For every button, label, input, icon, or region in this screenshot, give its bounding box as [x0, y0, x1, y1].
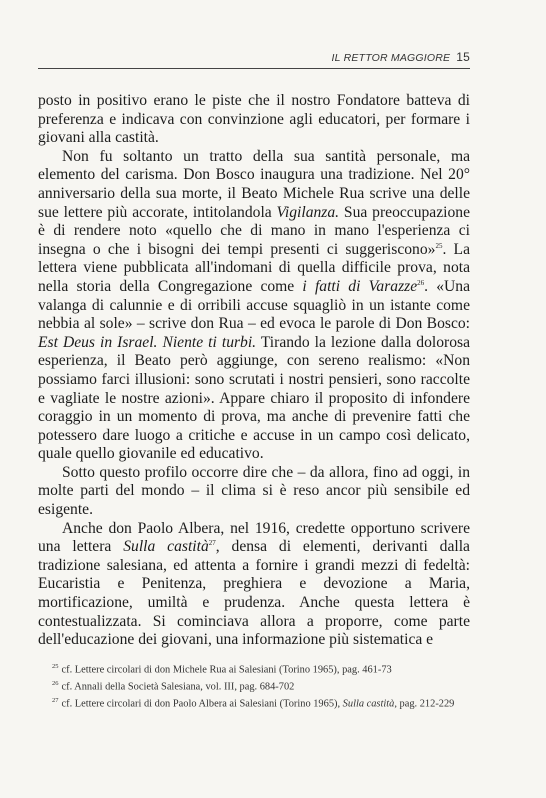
p2-text-e: Tirando la lezione dalla dolorosa esperienza, il Beato però aggiunge, con sereno realismo: «Non possiamo farci illusioni: sono scrutati i nostri pensieri, sono raccolte e vagliate le nostre azioni». Appare chiaro il proposito di infondere coraggio in un momento di prova, ma anche di prevenire fatti che potessero dare luogo a critiche e accuse in un campo così delicato, quale quello giovanile ed educativo. [38, 333, 470, 463]
footnote-ref-27: 27 [208, 539, 216, 548]
running-title: IL RETTOR MAGGIORE [331, 52, 451, 64]
paragraph-2 [38, 148, 470, 464]
footnote-text: cf. Annali della Società Salesiana, vol. III, pag. 684-702 [61, 681, 295, 693]
p4-title: Sulla castità [123, 538, 209, 556]
p2-quote: Est Deus in Israel. Niente ti turbi. [38, 333, 257, 351]
footnote-26 [38, 677, 470, 694]
footnote-text: cf. Lettere circolari di don Paolo Albera ai Salesiani (Torino 1965), [61, 698, 343, 710]
footnote-ref-25: 25 [435, 241, 443, 250]
p2-title: Vigilanza. [276, 203, 340, 221]
main-text [38, 92, 470, 650]
p4-text-b: , densa di elementi, derivanti dalla tradizione salesiana, ed attenta a fornire i grandi mezzi di fedeltà: Eucaristia e Penitenza, preghiera e devozione a Maria, mortificazione, umiltà e prudenza. Anche questa lettera è contestualizzata. Si cominciava allora a proporre, come parte dell'educazione dei giovani, una informazione più sistematica e [38, 538, 470, 649]
p2-text-c: . La lettera viene pubblicata all'indomani di quella difficile prova, nota nella storia della Congregazione come [38, 240, 471, 295]
header-rule [38, 68, 470, 69]
footnote-mark: 26 [52, 679, 59, 687]
footnote-ref-26: 26 [417, 278, 425, 287]
footnote-mark: 25 [52, 663, 59, 670]
p2-varazze: i fatti di Varazze [302, 277, 418, 295]
paragraph-3: Sotto questo profilo occorre dire che – da allora, fino ad oggi, in molte parti del mondo – il clima si è reso ancor più sensibile ed esigente. [38, 463, 470, 519]
running-header [38, 50, 470, 64]
paragraph-1: posto in positivo erano le piste che il nostro Fondatore batteva di preferenza e indicava con convinzione agli educatori, per formare i giovani alla castità. [38, 92, 470, 147]
p2-text-a: Non fu soltanto un tratto della sua santità personale, ma elemento del carisma. Don Bosco inaugura una tradizione. Nel 20° anniversario della sua morte, il Beato Michele Rua scrive una delle sue lettere più accorate, intitolandola [38, 147, 470, 221]
page-number: 15 [456, 50, 470, 64]
footnote-text: cf. Lettere circolari di don Michele Rua ai Salesiani (Torino 1965), pag. 461-73 [61, 664, 392, 676]
p2-text-d: . «Una valanga di calunnie e di orribili accuse squagliò in un istante come nebbia al sole» – scrive don Rua – ed evoca le parole di Don Bosco: [38, 277, 470, 333]
p4-text-a: Anche don Paolo Albera, nel 1916, credette opportuno scrivere una lettera [38, 519, 470, 556]
footnote-mark: 27 [52, 696, 59, 704]
paragraph-4 [38, 520, 470, 650]
p2-text-b: Sua preoccupazione è di rendere noto «quello che di mano in mano l'esperienza ci insegna o che i bisogni dei tempi presenti ci suggeriscono» [38, 203, 470, 258]
footnotes [38, 660, 470, 711]
footnote-25 [38, 660, 470, 677]
footnote-title: Sulla castità, [342, 698, 397, 710]
footnote-text-b: pag. 212-229 [396, 698, 455, 710]
footnote-27 [38, 694, 470, 711]
